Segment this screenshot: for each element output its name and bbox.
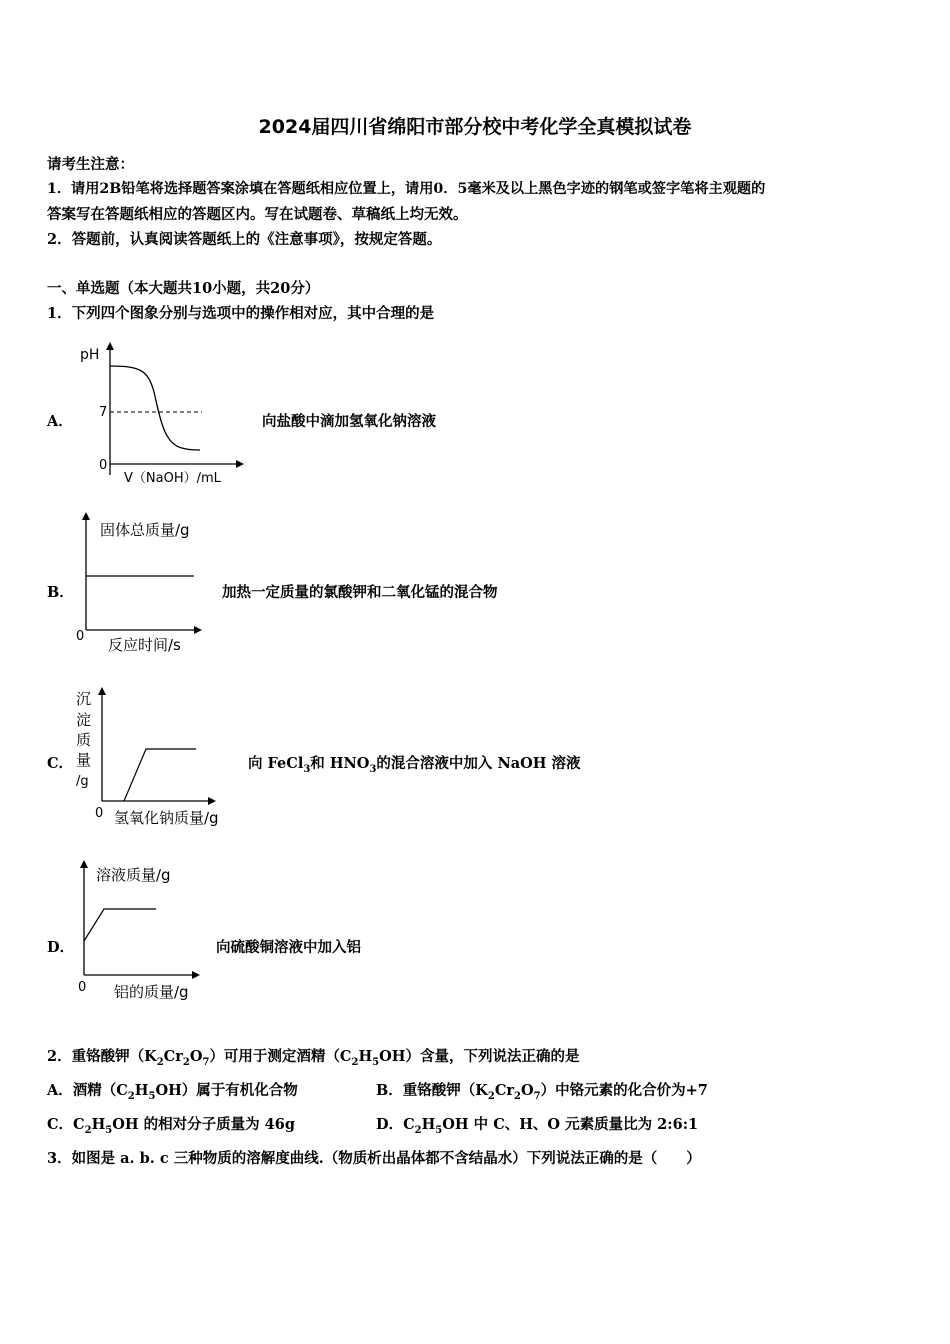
question-2-option-c: C．$C_2H_5OH$ 的相对分子质量为 46g xyxy=(47,1116,295,1136)
option-b-label: B． xyxy=(47,584,74,601)
graph-d-line xyxy=(84,909,156,941)
graph-b-x-arrow xyxy=(194,626,202,634)
graph-c-y-char-1: 沉 xyxy=(76,690,92,708)
graph-a-x-arrow xyxy=(236,460,244,468)
graph-d-origin: 0 xyxy=(78,980,87,995)
question-2-option-d: D．$C_2H_5OH$ 中 C、H、O 元素质量比为 2:6:1 xyxy=(376,1116,699,1136)
graph-c-x-label: 氢氧化钠质量/g xyxy=(114,809,219,827)
question-2-stem: 2．重铬酸钾$(K_2Cr_2O_7)$可用于测定酒精$(C_2H_5OH)$含量，下列说法正确的是 xyxy=(47,1048,580,1068)
option-d-text: 向硫酸铜溶液中加入铝 xyxy=(216,939,361,956)
graph-a-y-arrow xyxy=(106,342,114,350)
graph-b-y-arrow xyxy=(82,512,90,520)
graph-c-line xyxy=(124,749,196,801)
graph-b-origin: 0 xyxy=(76,629,85,644)
section-heading: 一、单选题（本大题共10小题，共20分） xyxy=(47,280,320,297)
graph-a-y-label: pH xyxy=(80,347,100,363)
graph-c-y-char-2: 淀 xyxy=(76,711,92,729)
question-3-stem: 3．如图是 a. b. c 三种物质的溶解度曲线.（物质析出晶体都不含结晶水）下列说法正确的是（ ） xyxy=(47,1150,701,1167)
graph-c-y-char-3: 质 xyxy=(76,731,92,749)
graph-a-curve xyxy=(110,366,200,450)
graph-b-solid-mass xyxy=(70,510,220,660)
notice-heading: 请考生注意： xyxy=(47,156,134,173)
notice-line-1b: 答案写在答题纸相应的答题区内。写在试题卷、草稿纸上均无效。 xyxy=(47,206,468,223)
graph-a-x-label: V（NaOH）/mL xyxy=(124,471,221,486)
question-2-option-a: A．酒精$(C_2H_5OH)$属于有机化合物 xyxy=(47,1082,298,1102)
graph-c-y-char-4: 量 xyxy=(76,751,92,769)
graph-d-y-label: 溶液质量/g xyxy=(96,866,171,884)
graph-c-x-arrow xyxy=(208,797,216,805)
graph-c-origin: 0 xyxy=(95,806,104,821)
option-a-label: A． xyxy=(47,413,73,430)
graph-c-precipitate xyxy=(70,683,240,833)
option-b-text: 加热一定质量的氯酸钾和二氧化锰的混合物 xyxy=(222,584,498,601)
graph-d-x-arrow xyxy=(192,971,200,979)
page-title: 2024届四川省绵阳市部分校中考化学全真模拟试卷 xyxy=(258,116,692,138)
graph-d-x-label: 铝的质量/g xyxy=(114,983,189,1001)
notice-line-1: 1．请用2B铅笔将选择题答案涂填在答题纸相应位置上，请用0．5毫米及以上黑色字迹的钢笔或签字笔将主观题的 xyxy=(47,181,766,197)
option-c-label: C． xyxy=(47,755,74,772)
graph-d-solution-mass xyxy=(70,855,220,1005)
graph-c-y-arrow xyxy=(98,687,106,695)
graph-a-origin: 0 xyxy=(99,458,108,473)
graph-a-ph-curve xyxy=(70,340,250,490)
option-c-text: 向 FeCl$_3$和 $HNO_3$的混合溶液中加入 NaOH 溶液 xyxy=(248,755,581,775)
notice-line-2: 2．答题前，认真阅读答题纸上的《注意事项》，按规定答题。 xyxy=(47,231,442,248)
graph-b-x-label: 反应时间/s xyxy=(108,636,181,654)
graph-b-y-label: 固体总质量/g xyxy=(100,521,190,539)
graph-a-mark-7: 7 xyxy=(99,405,108,420)
question-1-stem: 1．下列四个图象分别与选项中的操作相对应，其中合理的是 xyxy=(47,305,435,322)
graph-d-y-arrow xyxy=(80,860,88,868)
option-a-text: 向盐酸中滴加氢氧化钠溶液 xyxy=(262,413,436,430)
graph-c-y-char-5: /g xyxy=(76,774,89,789)
question-2-option-b: B．重铬酸钾$(K_2Cr_2O_7)$中铬元素的化合价为+7 xyxy=(376,1082,708,1102)
option-d-label: D． xyxy=(47,939,75,956)
